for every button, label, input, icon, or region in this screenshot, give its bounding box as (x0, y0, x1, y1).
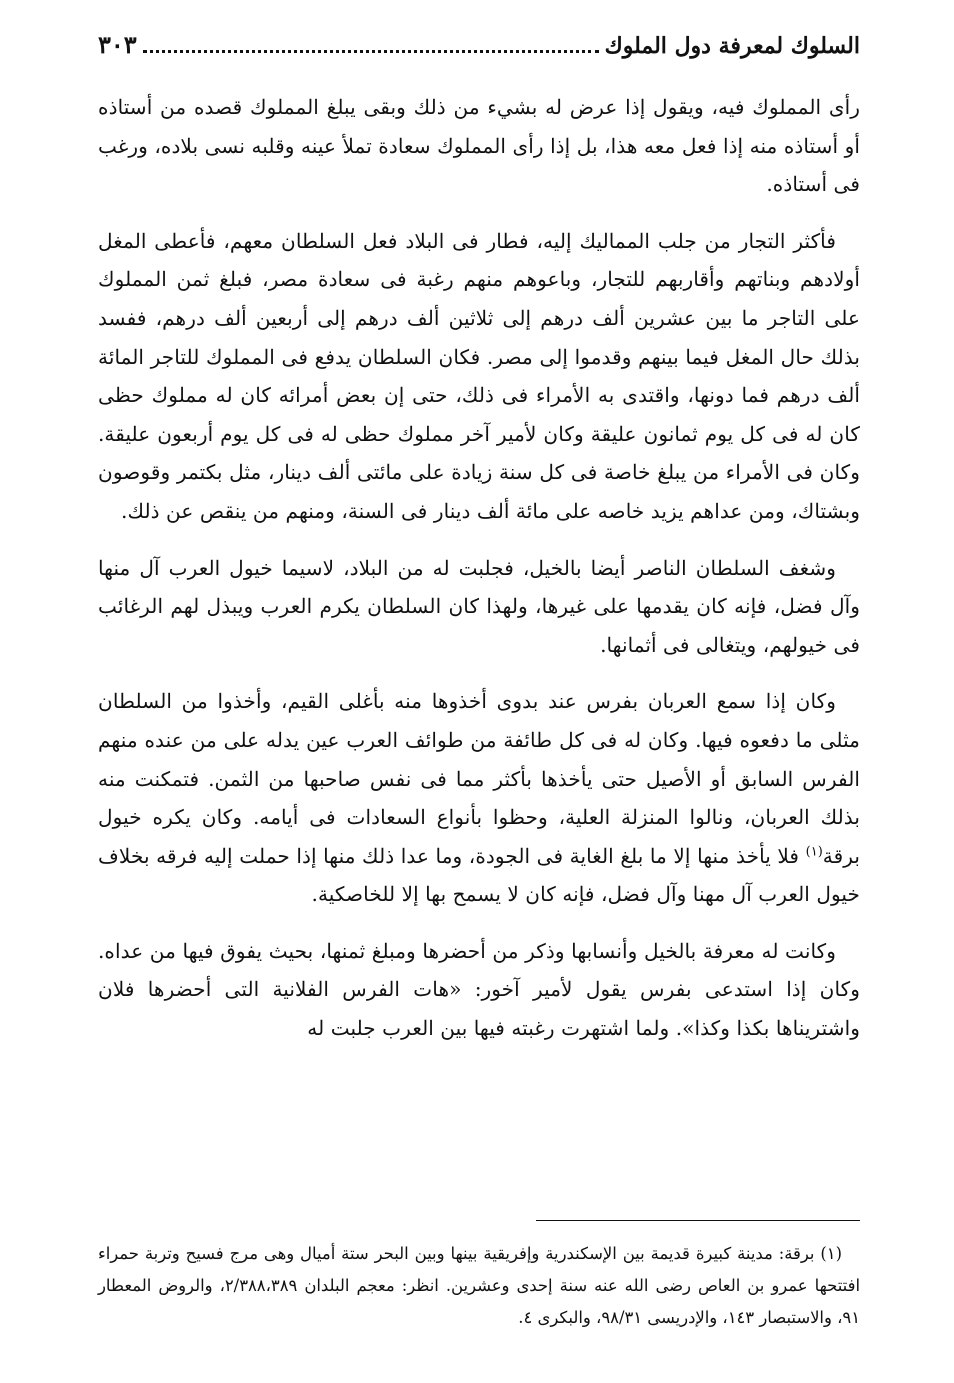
page-number: ٣٠٣ (98, 30, 137, 59)
footnote-reference[interactable]: (١) (805, 843, 823, 859)
paragraph-text: فلا يأخذ منها إلا ما بلغ الغاية فى الجودة، وما عدا ذلك منها إذا حملت إليه فرقه بخلاف خيول العرب آل مهنا وآل فضل، فإنه كان لا يسمح بها إلا للخاصكية. (98, 843, 860, 907)
paragraph: وكانت له معرفة بالخيل وأنسابها وذكر من أحضرها ومبلغ ثمنها، بحيث يفوق فيها من عداه. وكان إذا استدعى بفرس يقول لأمير آخور: «هات الفرس الفلانية التى أحضرها فلان واشتريناها بكذا وكذا». ولما اشتهرت رغبته فيها بين العرب جلبت له (98, 938, 860, 1041)
footnote: (١) برقة: مدينة كبيرة قديمة بين الإسكندرية وإفريقية بينها وبين البحر ستة أميال وهى مرج فسيح وتربة حمراء افتتحها عمرو بن العاص رضى الله عنه سنة إحدى وعشرين. انظر: معجم البلدان ٢/٣٨٨،٣٨٩، والروض المعطار ٩١، والاستبصار ١٤٣، والإدريسى ٩٨/٣١، والبكرى ٤. (98, 1244, 860, 1327)
footnotes (98, 1238, 860, 1334)
leader-dots (143, 36, 599, 53)
book-page (98, 30, 860, 1360)
main-text (98, 88, 860, 1048)
paragraph-text: وكان إذا سمع العربان بفرس عند بدوى أخذوها منه بأغلى القيم، وأخذوا من السلطان مثلى ما دفعوه فيها. وكان له فى كل طائفة من طوائف العرب عين يدله على من عنده منهم الفرس السابق أو الأصيل حتى يأخذها بأكثر مما فى نفس صاحبها من الثمن. فتمكنت منه بذلك العربان، ونالوا المنزلة العلية، وحظوا بأنواع السعادات فى أيامه. وكان يكره خيول برقة (98, 689, 860, 868)
paragraph: فأكثر التجار من جلب المماليك إليه، فطار فى البلاد فعل السلطان معهم، فأعطى المغل أولادهم وبناتهم وأقاربهم للتجار، وباعوهم منهم رغبة فى سعادة مصر، فبلغ ثمن المملوك على التاجر ما بين عشرين ألف درهم إلى ثلاثين ألف درهم إلى أربعين ألف درهم، ففسد بذلك حال المغل فيما بينهم وقدموا إلى مصر. فكان السلطان يدفع فى المملوك للتاجر المائة ألف درهم فما دونها، واقتدى به الأمراء فى ذلك، حتى إن بعض أمرائه كان له مملوك حظى كان له فى كل يوم ثمانون عليقة وكان لأمير آخر مملوك حظى له فى كل يوم أربعون عليقة. وكان فى الأمراء من يبلغ خاصة فى كل سنة زيادة على مائتى ألف دينار، مثل بكتمر وقوصون وبشتاك، ومن عداهم يزيد خاصه على مائة ألف دينار فى السنة، ومنهم من ينقص عن ذلك. (98, 228, 860, 523)
footnote-separator (536, 1220, 860, 1221)
paragraph: رأى المملوك فيه، ويقول إذا عرض له بشيء من ذلك وبقى يبلغ المملوك قصده من أستاذه أو أستاذه منه إذا فعل معه هذا، بل إذا رأى المملوك سعادة تملأ عينه وقلبه نسى بلاده، ورغب فى أستاذه. (98, 95, 860, 197)
running-header (98, 30, 860, 88)
paragraph (98, 682, 860, 914)
running-title: السلوك لمعرفة دول الملوك (604, 33, 860, 59)
paragraph: وشغف السلطان الناصر أيضا بالخيل، فجلبت له من البلاد، لاسيما خيول العرب آل منها وآل فضل، فإنه كان يقدمها على غيرها، ولهذا كان السلطان يكرم العرب ويبذل لهم الرغائب فى خيولهم، ويتغالى فى أثمانها. (98, 555, 860, 657)
